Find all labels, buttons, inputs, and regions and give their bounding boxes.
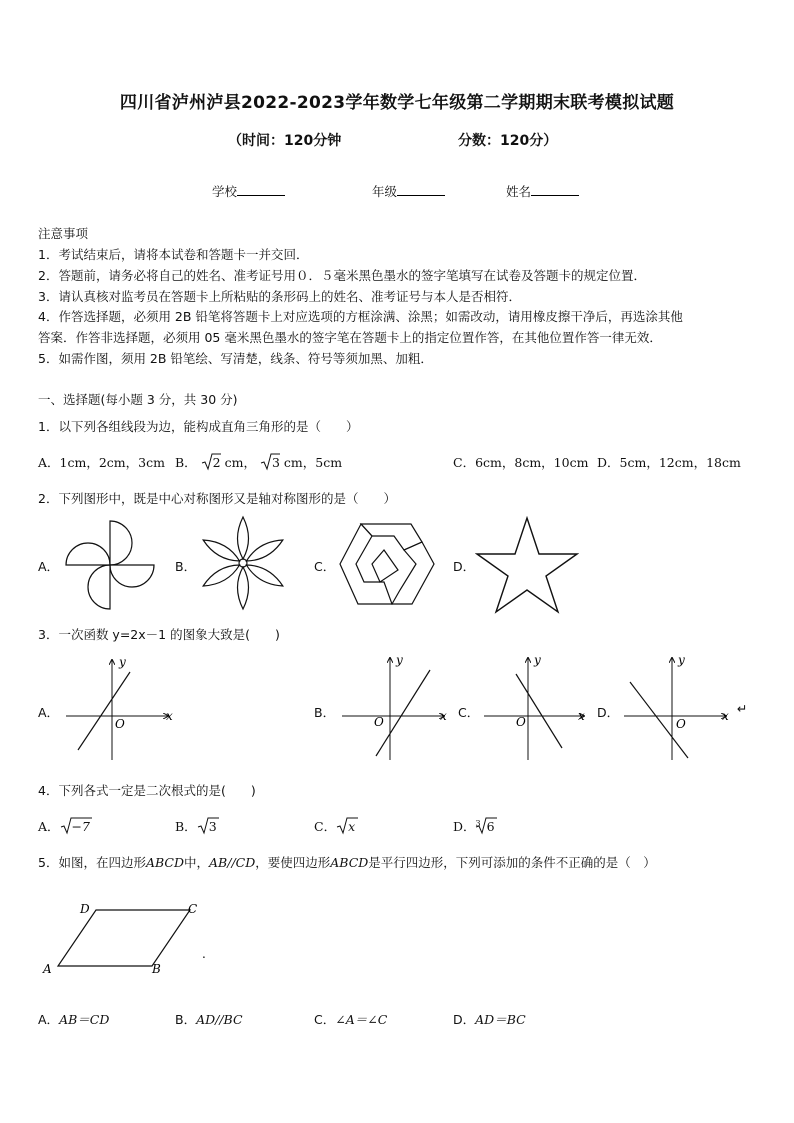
q2-label-a: A． (38, 559, 60, 574)
name-label: 姓名 (506, 184, 532, 199)
name-field (506, 182, 579, 200)
q5-stem-2: 中， (184, 855, 210, 870)
graph-a (62, 654, 178, 764)
q4-option-d (453, 817, 495, 835)
q1-option-a: A．1cm，2cm，3cm (38, 455, 165, 470)
axis-y-label: y (119, 655, 126, 669)
q5-label-d: D． (453, 1012, 476, 1027)
q2-label-c: C． (314, 559, 336, 574)
grade-field (372, 182, 445, 200)
page-title: 四川省泸州泸县2022-2023学年数学七年级第二学期期末联考模拟试题 (119, 93, 675, 113)
return-mark: ↵ (737, 701, 748, 716)
vertex-a-label: A (43, 962, 52, 976)
q4-stem: 4．下列各式一定是二次根式的是( ) (38, 783, 256, 798)
q1-stem: 1．以下列各组线段为边，能构成直角三角形的是（ ） (38, 419, 359, 434)
graph-c (480, 652, 590, 764)
q3-stem: 3．一次函数 y=2x－1 的图象大致是( ) (38, 627, 280, 642)
notice-item: 3．请认真核对监考员在答题卡上所粘贴的条形码上的姓名、准考证号与本人是否相符． (38, 289, 521, 304)
origin-label: O (676, 717, 686, 731)
q4-d-index: 3 (475, 818, 481, 828)
score-info: 分数：120分） (458, 133, 558, 149)
grade-blank (397, 183, 445, 196)
q5-var-1: ABCD (145, 855, 184, 870)
q1-b-tail: cm，5cm (283, 455, 343, 470)
q5-opt-d: AD＝BC (475, 1012, 526, 1027)
graph-b (338, 652, 454, 764)
q1-b-radicand-1: 2 (212, 455, 221, 470)
q4-label-c: C． (314, 819, 337, 834)
notice-item: 1．考试结束后，请将本试卷和答题卡一并交回． (38, 247, 309, 262)
q3-label-d: D． (597, 705, 620, 720)
q4-c-radicand: x (348, 819, 356, 834)
q2-stem: 2．下列图形中，既是中心对称图形又是轴对称图形的是（ ） (38, 491, 396, 506)
school-blank (237, 183, 285, 196)
notice-item: 5．如需作图，须用 2B 铅笔绘、写清楚，线条、符号等须加黑、加粗． (38, 351, 433, 366)
q5-option-c (314, 1010, 387, 1028)
origin-label: O (115, 717, 125, 731)
q4-option-a (38, 817, 90, 835)
q5-var-2: AB//CD (209, 855, 256, 870)
q5-opt-b: AD//BC (196, 1012, 243, 1027)
axis-x-label: x (722, 709, 729, 723)
recycle-figure (336, 520, 436, 608)
q5-opt-a: AB＝CD (59, 1012, 110, 1027)
grade-label: 年级 (372, 184, 398, 199)
parallelogram-figure (40, 898, 220, 980)
q5-option-b (175, 1010, 243, 1028)
q5-label-b: B． (175, 1012, 197, 1027)
vertex-d-label: D (80, 902, 90, 916)
vertex-b-label: B (152, 962, 161, 976)
origin-label: O (516, 715, 526, 729)
q1-option-d: D．5cm，12cm，18cm (597, 455, 741, 470)
q5-option-a (38, 1010, 109, 1028)
q5-var-3: ABCD (330, 855, 369, 870)
notice-item: 答案．作答非选择题，必须用 05 毫米黑色墨水的签字笔在答题卡上的指定位置作答，在其他位置作答一律无效． (38, 330, 662, 345)
notice-item: 2．答题前，请务必将自己的姓名、准考证号用０．５毫米黑色墨水的签字笔填写在试卷及答题卡的规定位置． (38, 268, 646, 283)
name-blank (531, 183, 579, 196)
q5-label-c: C． (314, 1012, 336, 1027)
axis-x-label: x (578, 709, 585, 723)
q4-a-radicand: −7 (71, 819, 90, 834)
q2-label-d: D． (453, 559, 476, 574)
q3-label-c: C． (458, 705, 480, 720)
q5-stem-3: ，要使四边形 (255, 855, 331, 870)
q5-stem (38, 853, 656, 871)
time-info: （时间：120分钟 (228, 133, 342, 149)
q2-label-b: B． (175, 559, 197, 574)
axis-x-label: x (166, 709, 173, 723)
q3-label-a: A． (38, 705, 60, 720)
pinwheel-figure (60, 515, 160, 615)
section-heading: 一、选择题(每小题 3 分，共 30 分) (38, 392, 238, 407)
q4-d-radicand: 6 (486, 819, 495, 834)
q4-option-b (175, 817, 217, 835)
star-figure (475, 516, 579, 614)
notice-heading: 注意事项 (38, 226, 89, 241)
origin-label: O (374, 715, 384, 729)
axis-y-label: y (534, 653, 541, 667)
q1-option-c: C．6cm，8cm，10cm (453, 455, 589, 470)
q3-label-b: B． (314, 705, 336, 720)
q4-b-radicand: 3 (208, 819, 217, 834)
q4-label-b: B． (175, 819, 197, 834)
axis-x-label: x (440, 709, 447, 723)
q5-opt-c: ∠A＝∠C (335, 1012, 388, 1027)
q5-stem-4: 是平行四边形，下列可添加的条件不正确的是（ ） (368, 855, 656, 870)
q1-option-b (175, 453, 342, 471)
figure-dot: . (202, 947, 206, 961)
q1-option-b-label: B． (175, 455, 197, 470)
axis-y-label: y (678, 653, 685, 667)
vertex-c-label: C (188, 902, 198, 916)
q5-label-a: A． (38, 1012, 60, 1027)
q1-b-mid: cm， (224, 455, 256, 470)
q5-stem-1: 5．如图，在四边形 (38, 855, 146, 870)
q1-b-radicand-2: 3 (271, 455, 280, 470)
flower-figure (195, 515, 291, 611)
school-field (212, 182, 285, 200)
school-label: 学校 (212, 184, 238, 199)
graph-d (620, 652, 734, 764)
axis-y-label: y (396, 653, 403, 667)
q4-option-c (314, 817, 355, 835)
q5-option-d (453, 1010, 526, 1028)
q4-label-a: A． (38, 819, 60, 834)
notice-item: 4．作答选择题，必须用 2B 铅笔将答题卡上对应选项的方框涂满、涂黑；如需改动，请用橡皮擦干净后，再选涂其他 (38, 309, 683, 324)
q4-label-d: D． (453, 819, 476, 834)
